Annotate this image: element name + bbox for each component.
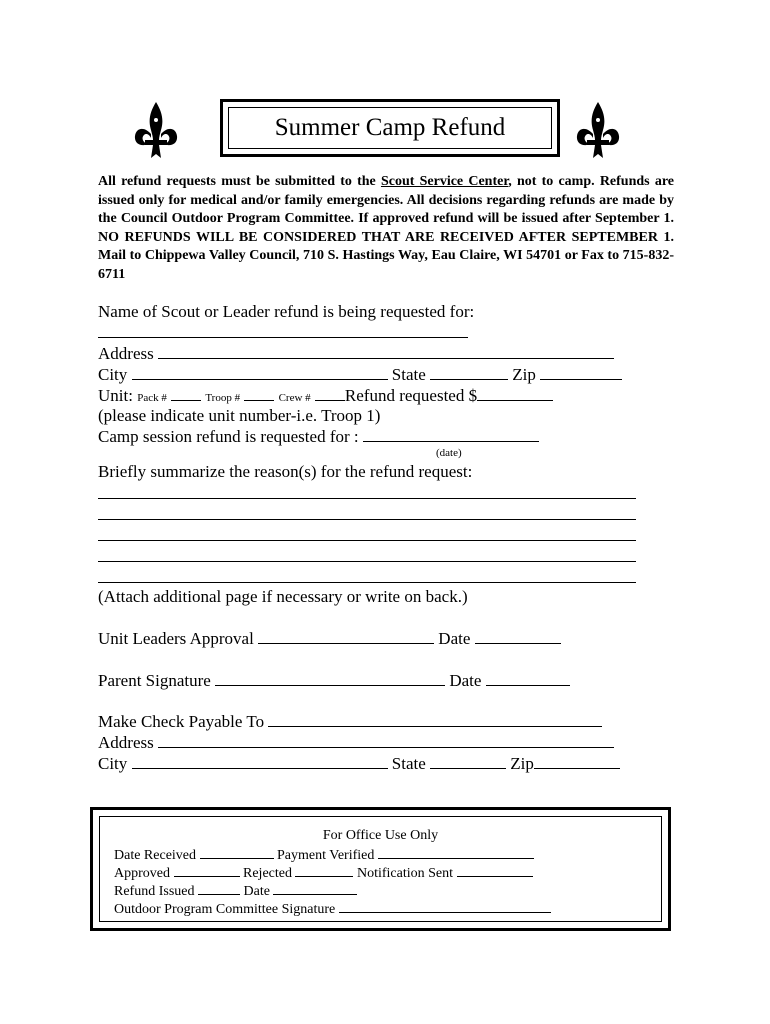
name-field-row [98,322,468,343]
payee-city-label: City [98,754,128,773]
office-heading: For Office Use Only [322,828,439,843]
payee-city-row [98,753,620,774]
reason-label: Briefly summarize the reason(s) for the refund request: [98,462,473,481]
notification-sent-field[interactable] [457,864,533,877]
approval-date-field[interactable] [475,628,561,644]
reason-line-2[interactable] [98,519,636,520]
name-label: Name of Scout or Leader refund is being requested for: [98,302,475,321]
page-title: Summer Camp Refund [228,107,552,149]
fleur-de-lis-right-icon [574,100,622,162]
unit-hint: (please indicate unit number-i.e. Troop 1) [98,406,381,425]
date-received-field[interactable] [200,846,274,859]
payment-verified-field[interactable] [378,846,534,859]
intro-paragraph [98,173,674,285]
city-field[interactable] [132,364,388,380]
session-label: Camp session refund is requested for : [98,427,359,446]
payee-zip-label: Zip [510,754,534,773]
crew-field[interactable] [315,385,345,401]
payee-address-field[interactable] [158,732,614,748]
unit-label: Unit: [98,386,133,405]
city-row [98,364,622,385]
zip-field[interactable] [540,364,622,380]
address-label: Address [98,344,154,363]
date-received-label: Date Received [114,848,197,863]
payable-row [98,711,602,732]
pack-field[interactable] [171,385,201,401]
notification-sent-label: Notification Sent [356,866,454,881]
reason-line-3[interactable] [98,540,636,541]
session-row [98,426,539,447]
attach-note: (Attach additional page if necessary or write on back.) [98,587,468,606]
crew-label: Crew # [278,392,311,404]
office-date-field[interactable] [273,882,357,895]
unit-approval-field[interactable] [258,628,434,644]
intro-text-2: , not to camp. Refunds are issued only for medical and/or family emergencies. All decisions regarding refunds are made by the Council Outdoor Program Committee. If approved refund will be issued after September 1. NO REFUNDS WILL BE CONSIDERED THAT ARE RECEIVED AFTER SEPTEMBER 1. Mail to Chippewa Valley Council, 710 S. Hastings Way, Eau Claire, WI 54701 or Fax to 715-832-6711 [98,174,674,282]
office-use-inner [99,816,662,922]
address-field[interactable] [158,343,614,359]
payee-zip-field[interactable] [534,753,620,769]
troop-field[interactable] [244,385,274,401]
parent-date-label: Date [449,671,482,690]
reason-line-4[interactable] [98,561,636,562]
committee-signature-field[interactable] [339,900,551,913]
payment-verified-label: Payment Verified [277,848,375,863]
title-box [220,99,560,157]
address-row [98,343,614,364]
zip-label: Zip [512,365,536,384]
unit-approval-row [98,628,561,649]
payee-address-label: Address [98,733,154,752]
reason-line-1[interactable] [98,498,636,499]
intro-text-1: All refund requests must be submitted to the [98,174,381,189]
name-field[interactable] [98,322,468,338]
payable-label: Make Check Payable To [98,712,265,731]
parent-signature-field[interactable] [215,670,445,686]
scout-service-center: Scout Service Center [380,174,509,189]
state-label: State [391,365,426,384]
office-row-1 [114,846,534,864]
unit-approval-label: Unit Leaders Approval [98,629,254,648]
parent-signature-label: Parent Signature [98,671,211,690]
office-row-2 [114,864,533,882]
pack-label: Pack # [137,392,167,404]
state-field[interactable] [430,364,508,380]
refund-amount-field[interactable] [477,385,553,401]
session-date-field[interactable] [363,426,539,442]
reason-line-5[interactable] [98,582,636,583]
fleur-de-lis-left-icon [132,100,180,162]
parent-signature-row [98,670,570,691]
refund-issued-label: Refund Issued [114,884,195,899]
payee-city-field[interactable] [132,753,388,769]
payee-address-row [98,732,614,753]
office-date-label: Date [243,884,270,899]
unit-row [98,385,553,408]
refund-issued-field[interactable] [198,882,240,895]
office-use-box [90,807,671,931]
payable-field[interactable] [268,711,602,727]
refund-label: Refund requested $ [344,386,478,405]
date-hint: (date) [436,447,462,459]
approved-label: Approved [114,866,170,881]
payee-state-label: State [391,754,426,773]
city-label: City [98,365,128,384]
parent-date-field[interactable] [486,670,570,686]
committee-signature-label: Outdoor Program Committee Signature [114,902,336,917]
rejected-label: Rejected [243,866,292,881]
office-row-3 [114,882,357,900]
troop-label: Troop # [205,392,241,404]
office-row-4 [114,900,551,918]
approval-date-label: Date [438,629,471,648]
payee-state-field[interactable] [430,753,506,769]
rejected-field[interactable] [295,864,353,877]
approved-field[interactable] [174,864,240,877]
